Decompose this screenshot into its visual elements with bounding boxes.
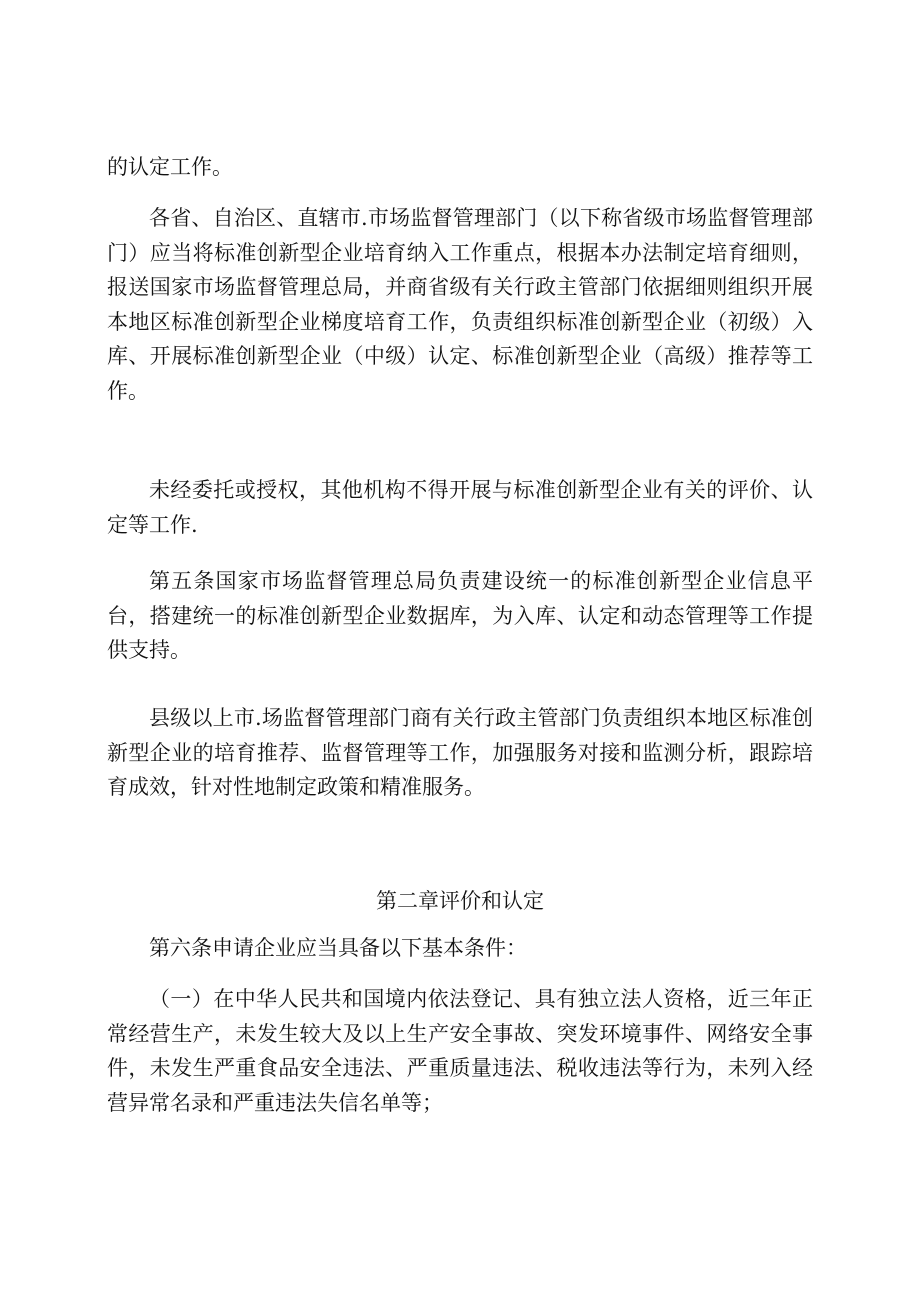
paragraph-county-level: 县级以上市.场监督管理部门商有关行政主管部门负责组织本地区标准创新型企业的培育推荐、监督管理等工作，加强服务对接和监测分析，跟踪培育成效，针对性地制定政策和精准服务。 <box>107 706 813 800</box>
paragraph-no-other-institutions: 未经委托或授权，其他机构不得开展与标准创新型企业有关的评价、认定等工作. <box>107 478 813 537</box>
paragraph-article-six: 第六条申请企业应当具备以下基本条件： <box>149 936 527 960</box>
paragraph-article-five: 第五条国家市场监督管理总局负责建设统一的标准创新型企业信息平台，搭建统一的标准创新型企业数据库，为入库、认定和动态管理等工作提供支持。 <box>107 569 813 663</box>
paragraph-condition-one: （一）在中华人民共和国境内依法登记、具有独立法人资格，近三年正常经营生产，未发生较大及以上生产安全事故、突发环境事件、网络安全事件，未发生严重食品安全违法、严重质量违法、税收违法等行为，未列入经营异常名录和严重违法失信名单等； <box>107 987 813 1115</box>
paragraph-continuation: 的认定工作。 <box>107 155 233 179</box>
paragraph-provincial-departments: 各省、自治区、直辖市.市场监督管理部门（以下称省级市场监督管理部门）应当将标准创新型企业培育纳入工作重点，根据本办法制定培育细则，报送国家市场监督管理总局，并商省级有关行政主管部门依据细则组织开展本地区标准创新型企业梯度培育工作，负责组织标准创新型企业（初级）入库、开展标准创新型企业（中级）认定、标准创新型企业（高级）推荐等工作。 <box>107 206 813 403</box>
chapter-heading: 第二章评价和认定 <box>376 889 544 913</box>
